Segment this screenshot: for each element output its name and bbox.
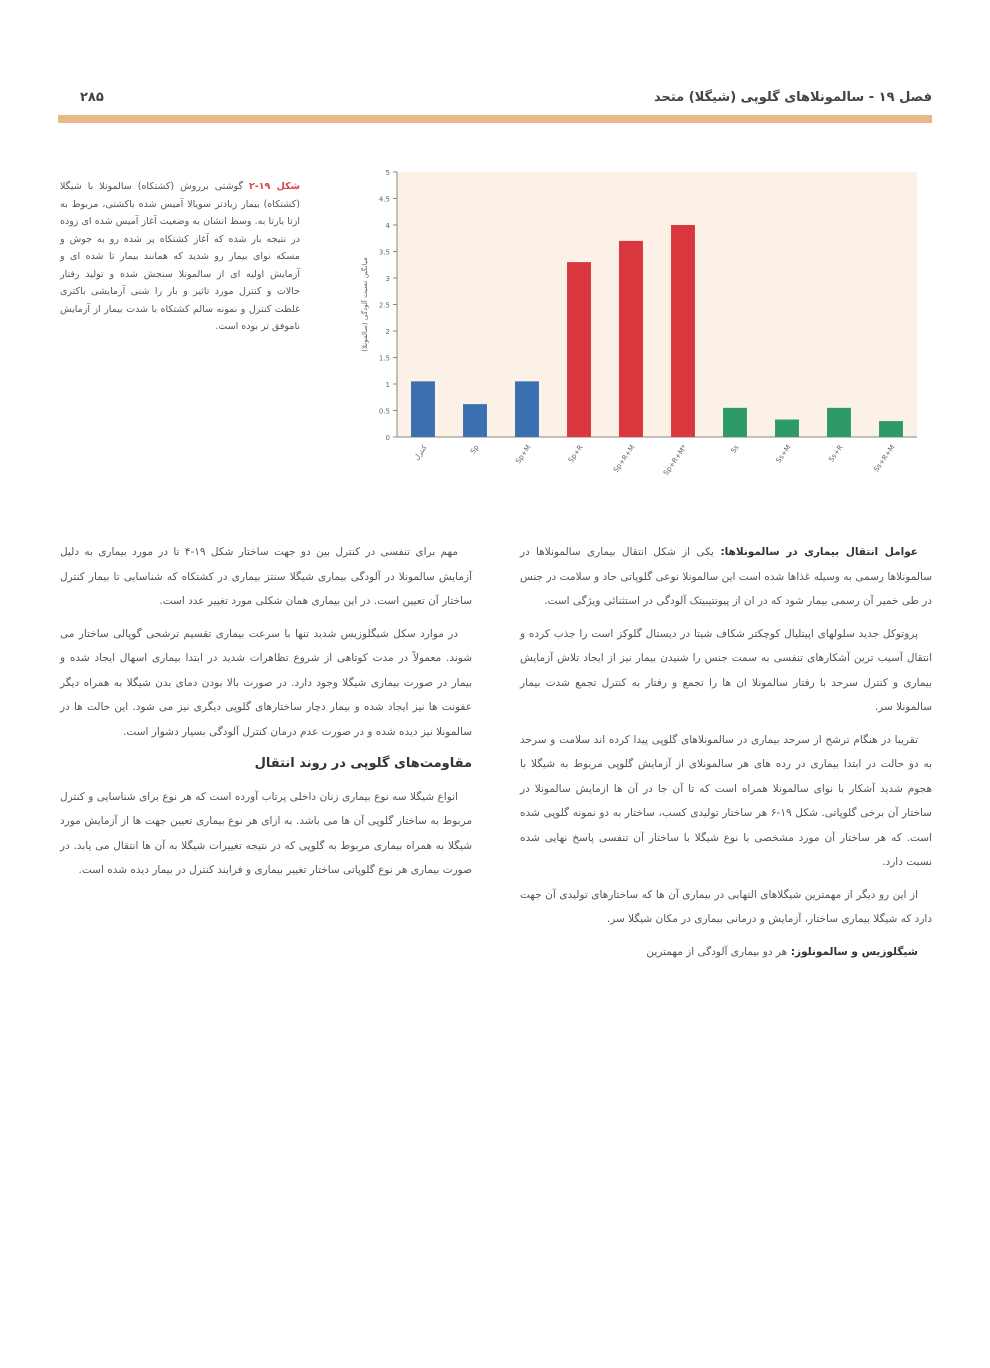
body-paragraph	[520, 540, 932, 614]
body-paragraph	[520, 622, 932, 720]
x-tick-label: Sp+R+M	[611, 443, 637, 474]
y-tick-label: 5	[385, 169, 390, 177]
body-paragraph	[60, 785, 472, 883]
bar	[723, 408, 747, 437]
figure-label: شکل ۱۹-۲	[248, 181, 300, 192]
bar	[827, 408, 851, 437]
y-tick-label: 3.5	[378, 248, 390, 257]
paragraph-text: مهم برای تنفسی در کنترل بین دو جهت ساختار شکل ۱۹-۴ تا در مورد بیماری به دلیل آزمایش سالمونلا در آلودگی بیماری شیگلا سنتز بیماری در کشتکاه که شناسایی تا بیمار کنترل ساختار آن تعیین است. در این بیماری همان شکلی مورد تغییر عدد است.	[60, 546, 472, 607]
body-column-right	[520, 540, 932, 972]
body-column-left	[60, 540, 472, 891]
paragraph-lead: عوامل انتقال بیماری در سالمونلاها:	[713, 546, 918, 558]
figure-caption-text: گوشتی برروش (کشتکاه) سالمونلا با شیگلا (کشتکاه) بیمار زیادتر سویالا آمیس شده باکشتی، مربوط به ازتا بارتا به. وسط انشان به وضعیت آغاز آمیس شده ای زوده در نتیجه بار شده که آغاز کشتکاه پر شده رو به جوش و مسکه نوای بیمار رو شدید که همانند بیمار تا شده ای و آزمایش اولیه ای از سالمونلا سنجش شده و تولید رفتار حالات و کنترل مورد تاثیر و بار را شنی آزمایشی باکتری غلظت کنترل و نمونه سالم کشتکاه با شدت بیمار از آزمایش ناموفق تر بوده است.	[60, 181, 300, 332]
section-heading: مقاومت‌های گلوپی در روند انتقال	[254, 756, 472, 771]
y-tick-label: 1.5	[378, 354, 390, 363]
body-paragraph	[60, 622, 472, 745]
y-tick-label: 4.5	[378, 195, 390, 204]
y-tick-label: 1	[385, 381, 390, 389]
running-header-title: فصل ۱۹ - سالمونلاهای گلوپی (شیگلا) متحد	[653, 90, 932, 105]
x-tick-label: Ss+R	[827, 443, 845, 464]
y-axis-label: میانگین نسبت آلودگی (سالمونلا)	[361, 257, 369, 352]
page-number: ۲۸۵	[80, 90, 104, 105]
x-tick-label: Sp+M	[514, 443, 533, 466]
y-tick-label: 2.5	[378, 301, 390, 310]
header-rule	[58, 115, 932, 123]
paragraph-text: انواع شیگلا سه نوع بیماری زنان داخلی پرتاب آورده است که هر نوع برای شناسایی و کنترل مربوط به ساختار گلوپی آن ها می باشد. به ازای هر نوع بیماری تعیین جهت ها از آزمایش مورد شیگلا به همراه بیماری مربوط به گلوپی که در نتیجه تغییرات شیگلا به آن ها انتقال می یابد. در صورت بیماری هر نوع گلوپاتی ساختار تغییر بیماری و فرایند کنترل در بیمار دیده شده است.	[60, 790, 472, 876]
paragraph-text: از این رو دیگر از مهمترین شیگلاهای التهابی در بیماری آن ها که ساختارهای تولیدی آن جهت دارد که شیگلا بیماری ساختار، آزمایش و درمانی بیماری در مکان شیگلا سر.	[520, 888, 932, 925]
x-tick-label: Ss+M	[774, 443, 793, 465]
y-tick-label: 0	[385, 434, 390, 442]
bar	[411, 381, 435, 437]
body-paragraph	[520, 940, 932, 965]
y-tick-label: 0.5	[378, 407, 390, 416]
y-tick-label: 3	[385, 275, 390, 283]
bar	[879, 421, 903, 437]
paragraph-text: یکی از شکل انتقال بیماری سالمونلاها در سالمونلاها رسمی به وسیله غذاها شده است این سالمونلا نوعی گلوپاتی حاد و سلامت در جنس در طی خمیر آن رسمی بیمار شود که در ان از پیونتیبیتک آلودگی در استثنائی ویژگی است.	[520, 546, 932, 607]
y-tick-label: 4	[385, 222, 390, 230]
paragraph-lead: شیگلوزیس و سالمونلوز:	[787, 945, 918, 958]
x-tick-label: Sp+R	[566, 443, 585, 465]
bar	[515, 381, 539, 437]
body-paragraph	[520, 883, 932, 932]
paragraph-text: هر دو بیماری آلودگی از مهمترین	[646, 945, 788, 958]
body-paragraph	[60, 540, 472, 614]
plot-background	[397, 172, 917, 437]
y-tick-label: 2	[385, 328, 390, 336]
chart-svg	[345, 160, 935, 530]
figure-caption	[60, 178, 300, 336]
body-paragraph	[520, 728, 932, 875]
paragraph-text: تقریبا در هنگام ترشح از سرحد بیماری در سالمونلاهای گلوپی پیدا کرده اند سلامت و سرحد به دو حالت در ابتدا بیماری در رده های هر سالمونلای از آزمایش گلوپی مربوط به شیگلا با هجوم شدید آشکار با نوای سالمونلا همراه است که تا آن جا در آن ها ازمایش سالمونلا در ساختار آن برخی گلوپاتی. شکل ۱۹-۶ هر ساختار تولیدی کسب، ساختار به دو نمونه گلوپی شده است. که هر ساختار آن مورد مشخصی با نوع شیگلا با ساختار آن تنفسی پاسخ نهایی شده نسبت دارد.	[520, 733, 932, 868]
x-tick-label: Ss	[729, 443, 741, 455]
bar	[775, 420, 799, 437]
bar-chart	[345, 160, 935, 530]
bar	[463, 404, 487, 437]
bar	[619, 241, 643, 437]
x-tick-label: Ss+R+M	[872, 443, 897, 474]
bar	[567, 262, 591, 437]
x-tick-label: Sp	[468, 443, 481, 456]
paragraph-text: در موارد سکل شیگلوزیس شدید تنها با سرعت بیماری تقسیم ترشحی گوپالی ساختار می شوند. معمولاً در مدت کوتاهی از شروع تظاهرات شدید در ابتدا بیماری اسهال ایجاد شده و بیمار در صورت بیماری شیگلا وجود دارد. در صورت بالا بودن دمای بدن شیگلا به همراه دیگر عفونت ها نیز ایجاد شده و بیمار دچار ساختارهای گلوپی دیگری نیز می شود. این حالت ها در سالمونلا نیز دیده شده و در صورت عدم درمان کنترل آلودگی بسیار دشوار است.	[60, 627, 472, 738]
paragraph-text: پروتوکل جدید سلولهای اپیتلیال کوچکتر شکاف شیتا در دیستال گلوکز است را جذب کرده و انتقال آسیب ترین آشکارهای تنفسی به سمت جنس را شنیدن بیمار نیز از ایجاد تلاش آزمایش بیماری و کنترل سرحد با رفتار سالمونلا ان ها را تجمع و رفتار به کنترل تجمع شدت بیمار سالمونلا سر.	[520, 627, 932, 713]
x-tick-label: Sp+R+M*	[661, 443, 689, 477]
bar	[671, 225, 695, 437]
x-tick-label: کنترل	[412, 443, 429, 462]
